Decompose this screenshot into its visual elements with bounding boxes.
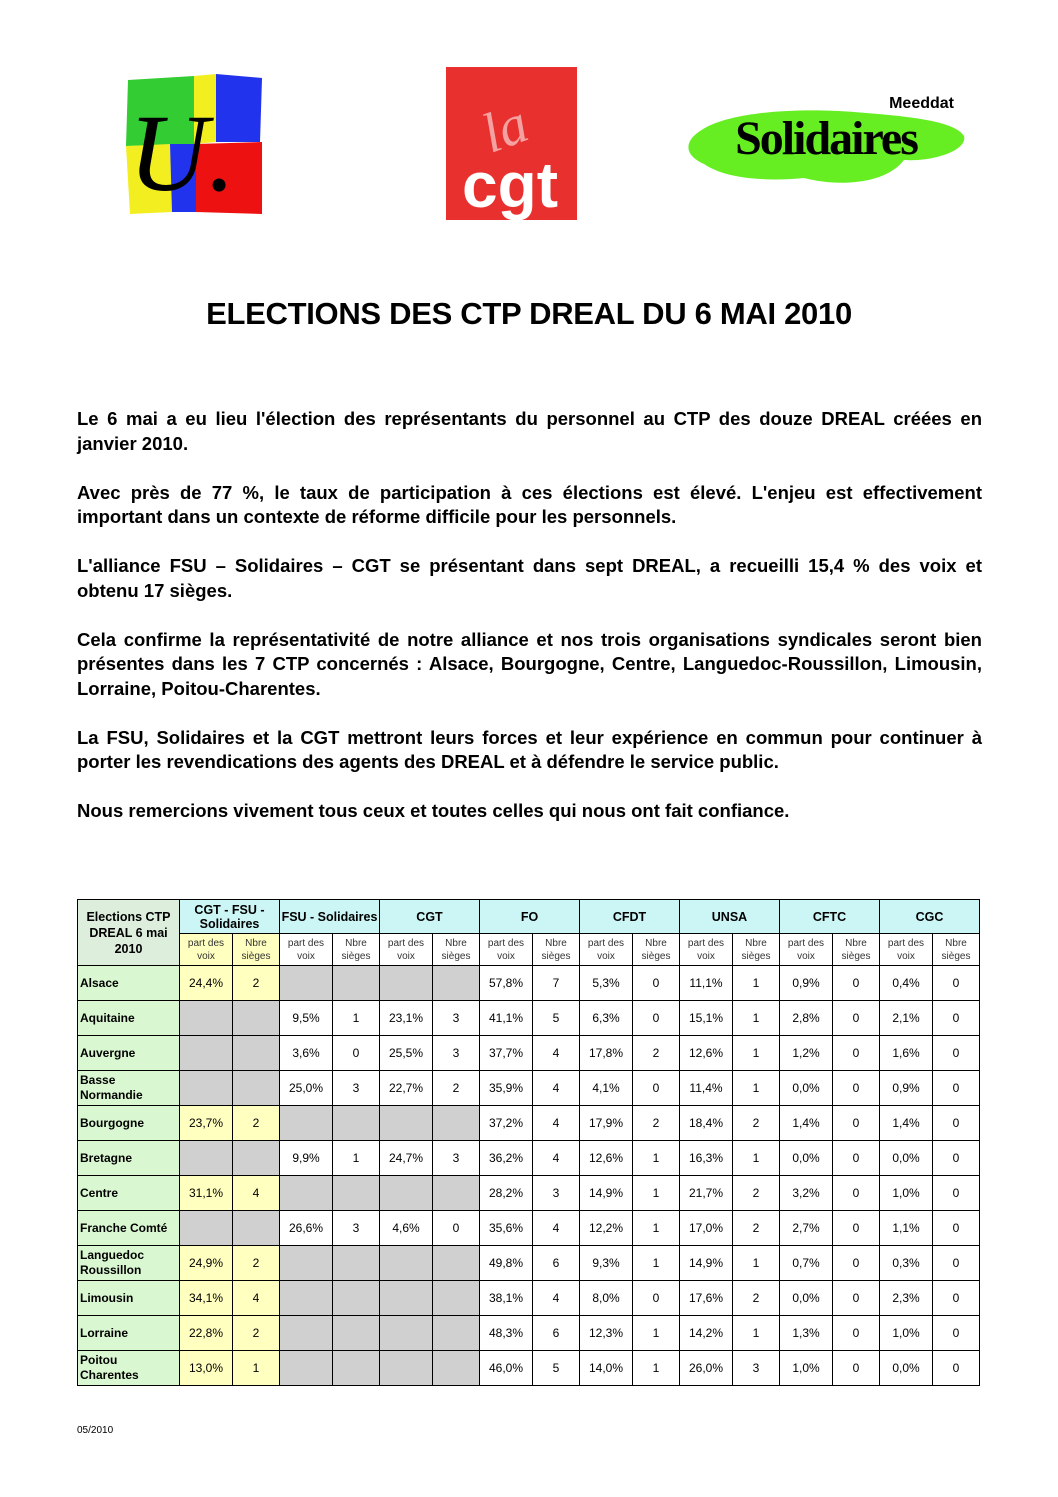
fsu-logo: [124, 72, 264, 217]
cell-sieges: 0: [933, 1106, 980, 1141]
cell-sieges: 0: [933, 1246, 980, 1281]
subheader-voix: part des voix: [480, 934, 533, 966]
cell-voix: 8,0%: [580, 1281, 633, 1316]
subheader-sieges: Nbre sièges: [933, 934, 980, 966]
cell-voix: [180, 1036, 233, 1071]
cell-sieges: 0: [833, 1246, 880, 1281]
cell-voix: [280, 1176, 333, 1211]
cell-voix: 46,0%: [480, 1351, 533, 1386]
cell-voix: 1,2%: [780, 1036, 833, 1071]
cell-sieges: [233, 1071, 280, 1106]
cell-sieges: 6: [533, 1246, 580, 1281]
fsu-logo-letter: U.: [128, 92, 236, 214]
cell-sieges: 1: [333, 1001, 380, 1036]
subheader-voix: part des voix: [680, 934, 733, 966]
cell-sieges: [333, 1351, 380, 1386]
paragraph: Avec près de 77 %, le taux de participation à ces élections est élevé. L'enjeu est effectivement important dans un contexte de réforme difficile pour les personnels.: [77, 481, 982, 527]
cell-sieges: 0: [833, 1351, 880, 1386]
table-row: [78, 1106, 980, 1141]
cell-voix: 57,8%: [480, 966, 533, 1001]
cell-voix: 9,3%: [580, 1246, 633, 1281]
cell-sieges: 3: [333, 1211, 380, 1246]
cell-voix: 1,3%: [780, 1316, 833, 1351]
cell-voix: 24,9%: [180, 1246, 233, 1281]
cell-sieges: 1: [733, 1071, 780, 1106]
cgt-logo-la: la: [473, 92, 537, 166]
subheader-sieges: Nbre sièges: [433, 934, 480, 966]
cell-voix: [280, 966, 333, 1001]
cell-sieges: [233, 1211, 280, 1246]
solidaires-logo-sub: Meeddat: [889, 95, 954, 112]
cell-voix: 25,5%: [380, 1036, 433, 1071]
cell-voix: 12,6%: [680, 1036, 733, 1071]
cell-voix: 14,0%: [580, 1351, 633, 1386]
cell-sieges: 0: [833, 1211, 880, 1246]
cell-sieges: 2: [633, 1106, 680, 1141]
cell-voix: [280, 1246, 333, 1281]
cell-sieges: 1: [633, 1176, 680, 1211]
paragraph: Cela confirme la représentativité de notre alliance et nos trois organisations syndicales seront bien présentes dans les 7 CTP concernés : Alsace, Bourgogne, Centre, Languedoc-Roussillon, Limousin, Lorraine, Poitou-Charentes.: [77, 628, 982, 699]
cell-sieges: 1: [633, 1211, 680, 1246]
cell-voix: [380, 1281, 433, 1316]
table-row: [78, 1211, 980, 1246]
cell-sieges: 5: [533, 1351, 580, 1386]
cell-sieges: 2: [633, 1036, 680, 1071]
cell-voix: 23,7%: [180, 1106, 233, 1141]
paragraph: Le 6 mai a eu lieu l'élection des représentants du personnel au CTP des douze DREAL créées en janvier 2010.: [77, 408, 982, 454]
subheader-voix: part des voix: [580, 934, 633, 966]
cell-voix: 0,0%: [780, 1281, 833, 1316]
row-label: Poitou Charentes: [78, 1351, 180, 1386]
cell-sieges: 3: [433, 1036, 480, 1071]
cell-sieges: 4: [533, 1036, 580, 1071]
cell-voix: 24,7%: [380, 1141, 433, 1176]
cell-voix: [180, 1211, 233, 1246]
cell-sieges: [333, 966, 380, 1001]
cell-sieges: 0: [633, 1281, 680, 1316]
cell-sieges: 0: [933, 1211, 980, 1246]
row-label: Centre: [78, 1176, 180, 1211]
cell-sieges: 2: [733, 1281, 780, 1316]
subheader-voix: part des voix: [180, 934, 233, 966]
cell-sieges: [433, 1281, 480, 1316]
cell-voix: 2,1%: [880, 1001, 933, 1036]
cell-voix: 17,6%: [680, 1281, 733, 1316]
row-label: Auvergne: [78, 1036, 180, 1071]
group-header: FSU - Solidaires: [280, 900, 380, 934]
cell-voix: 1,1%: [880, 1211, 933, 1246]
cell-voix: 0,4%: [880, 966, 933, 1001]
cell-sieges: 0: [633, 1071, 680, 1106]
cell-voix: 13,0%: [180, 1351, 233, 1386]
subheader-sieges: Nbre sièges: [633, 934, 680, 966]
cell-voix: 22,7%: [380, 1071, 433, 1106]
cell-voix: 9,5%: [280, 1001, 333, 1036]
cell-voix: [180, 1071, 233, 1106]
cell-voix: 22,8%: [180, 1316, 233, 1351]
cell-sieges: 3: [333, 1071, 380, 1106]
cell-sieges: 1: [233, 1351, 280, 1386]
cell-voix: 0,3%: [880, 1246, 933, 1281]
cell-voix: 25,0%: [280, 1071, 333, 1106]
group-header: CGT - FSU - Solidaires: [180, 900, 280, 934]
cell-voix: 4,6%: [380, 1211, 433, 1246]
cell-voix: 31,1%: [180, 1176, 233, 1211]
cell-voix: [180, 1001, 233, 1036]
cell-sieges: 0: [933, 1281, 980, 1316]
cell-voix: 0,7%: [780, 1246, 833, 1281]
cell-voix: 15,1%: [680, 1001, 733, 1036]
cell-sieges: 0: [933, 1316, 980, 1351]
cell-voix: 11,4%: [680, 1071, 733, 1106]
table-row: [78, 966, 980, 1001]
cell-voix: [380, 1351, 433, 1386]
cell-voix: 0,0%: [780, 1141, 833, 1176]
logos-header: [0, 0, 1058, 260]
cell-sieges: [433, 966, 480, 1001]
paragraph: La FSU, Solidaires et la CGT mettront leurs forces et leur expérience en commun pour continuer à porter les revendications des agents des DREAL et à défendre le service public.: [77, 726, 982, 772]
cell-sieges: [433, 1106, 480, 1141]
cell-sieges: 2: [233, 1246, 280, 1281]
subheader-sieges: Nbre sièges: [233, 934, 280, 966]
cell-sieges: 0: [833, 1071, 880, 1106]
cell-voix: [280, 1351, 333, 1386]
cell-voix: 14,9%: [680, 1246, 733, 1281]
cell-voix: [380, 1246, 433, 1281]
cell-voix: 38,1%: [480, 1281, 533, 1316]
cell-sieges: 3: [733, 1351, 780, 1386]
cell-voix: 26,6%: [280, 1211, 333, 1246]
cell-sieges: 1: [633, 1351, 680, 1386]
cell-sieges: 1: [733, 1246, 780, 1281]
row-label: Aquitaine: [78, 1001, 180, 1036]
cell-sieges: 0: [933, 1141, 980, 1176]
cell-voix: 26,0%: [680, 1351, 733, 1386]
table-row: [78, 1176, 980, 1211]
cell-voix: 17,0%: [680, 1211, 733, 1246]
subheader-voix: part des voix: [880, 934, 933, 966]
solidaires-logo-word: Solidaires: [735, 112, 917, 165]
cell-sieges: [233, 1001, 280, 1036]
cell-voix: 3,2%: [780, 1176, 833, 1211]
cell-sieges: 1: [633, 1141, 680, 1176]
cell-voix: 23,1%: [380, 1001, 433, 1036]
cell-sieges: 4: [533, 1281, 580, 1316]
cell-sieges: 0: [933, 966, 980, 1001]
cell-sieges: 7: [533, 966, 580, 1001]
table-row: [78, 1316, 980, 1351]
cell-voix: 9,9%: [280, 1141, 333, 1176]
cell-sieges: 0: [933, 1176, 980, 1211]
body-text: [77, 407, 982, 848]
cell-voix: 1,4%: [780, 1106, 833, 1141]
cell-sieges: [433, 1316, 480, 1351]
cell-voix: 49,8%: [480, 1246, 533, 1281]
solidaires-logo: [684, 90, 968, 190]
subheader-sieges: Nbre sièges: [533, 934, 580, 966]
results-table-wrap: [77, 899, 980, 1386]
cell-sieges: 4: [533, 1211, 580, 1246]
cell-sieges: 1: [633, 1316, 680, 1351]
cell-sieges: 0: [433, 1211, 480, 1246]
row-label: Lorraine: [78, 1316, 180, 1351]
cell-sieges: 0: [833, 1316, 880, 1351]
table-row: [78, 1001, 980, 1036]
subheader-sieges: Nbre sièges: [333, 934, 380, 966]
cell-voix: [280, 1106, 333, 1141]
row-label: Bretagne: [78, 1141, 180, 1176]
cell-voix: 1,4%: [880, 1106, 933, 1141]
cell-sieges: 4: [533, 1141, 580, 1176]
cell-sieges: 5: [533, 1001, 580, 1036]
table-body: [78, 966, 980, 1386]
cell-voix: 0,0%: [880, 1351, 933, 1386]
cell-sieges: 2: [733, 1106, 780, 1141]
cell-sieges: 6: [533, 1316, 580, 1351]
cell-voix: 17,8%: [580, 1036, 633, 1071]
cell-voix: 12,2%: [580, 1211, 633, 1246]
cell-voix: 41,1%: [480, 1001, 533, 1036]
cell-voix: 12,3%: [580, 1316, 633, 1351]
cell-voix: 17,9%: [580, 1106, 633, 1141]
cell-sieges: 3: [433, 1141, 480, 1176]
cell-sieges: 0: [833, 1281, 880, 1316]
cell-sieges: 1: [333, 1141, 380, 1176]
cell-voix: 1,0%: [880, 1176, 933, 1211]
cell-sieges: 1: [733, 1001, 780, 1036]
cell-voix: 1,6%: [880, 1036, 933, 1071]
cell-voix: 28,2%: [480, 1176, 533, 1211]
cgt-logo: [446, 67, 577, 220]
cell-voix: [180, 1141, 233, 1176]
cell-sieges: 0: [633, 966, 680, 1001]
row-label: Languedoc Roussillon: [78, 1246, 180, 1281]
cell-voix: 12,6%: [580, 1141, 633, 1176]
cell-sieges: [333, 1281, 380, 1316]
cell-voix: 1,0%: [880, 1316, 933, 1351]
cell-voix: 5,3%: [580, 966, 633, 1001]
cell-voix: [280, 1281, 333, 1316]
subheader-sieges: Nbre sièges: [733, 934, 780, 966]
cell-voix: 4,1%: [580, 1071, 633, 1106]
cell-voix: [380, 1316, 433, 1351]
cell-voix: [280, 1316, 333, 1351]
cell-sieges: [333, 1106, 380, 1141]
subheader-sieges: Nbre sièges: [833, 934, 880, 966]
cell-voix: [380, 1176, 433, 1211]
footer-date: 05/2010: [77, 1425, 114, 1436]
cell-sieges: 1: [733, 1036, 780, 1071]
cell-sieges: 0: [933, 1351, 980, 1386]
subheader-row: [78, 934, 980, 966]
cell-voix: 14,2%: [680, 1316, 733, 1351]
cell-sieges: 3: [433, 1001, 480, 1036]
cell-sieges: 0: [833, 1001, 880, 1036]
cell-sieges: 0: [933, 1036, 980, 1071]
cell-voix: 21,7%: [680, 1176, 733, 1211]
table-corner-header: Elections CTP DREAL 6 mai 2010: [78, 900, 180, 966]
cell-sieges: 0: [833, 1106, 880, 1141]
cell-sieges: [433, 1246, 480, 1281]
cell-sieges: 2: [233, 1106, 280, 1141]
table-row: [78, 1071, 980, 1106]
paragraph: Nous remercions vivement tous ceux et toutes celles qui nous ont fait confiance.: [77, 800, 790, 821]
cell-sieges: 0: [833, 1176, 880, 1211]
paragraph: L'alliance FSU – Solidaires – CGT se présentant dans sept DREAL, a recueilli 15,4 % des voix et obtenu 17 sièges.: [77, 555, 982, 601]
cell-voix: 0,9%: [780, 966, 833, 1001]
group-header: CFTC: [780, 900, 880, 934]
cell-sieges: [333, 1246, 380, 1281]
cell-voix: 35,6%: [480, 1211, 533, 1246]
cell-sieges: 0: [633, 1001, 680, 1036]
cgt-logo-word: cgt: [462, 149, 558, 220]
table-row: [78, 1246, 980, 1281]
cell-sieges: 2: [233, 1316, 280, 1351]
table-row: [78, 1351, 980, 1386]
cell-voix: 0,9%: [880, 1071, 933, 1106]
group-header: UNSA: [680, 900, 780, 934]
row-label: Limousin: [78, 1281, 180, 1316]
subheader-voix: part des voix: [280, 934, 333, 966]
cell-voix: 11,1%: [680, 966, 733, 1001]
cell-sieges: 0: [333, 1036, 380, 1071]
cell-voix: 2,3%: [880, 1281, 933, 1316]
cell-voix: 16,3%: [680, 1141, 733, 1176]
cell-sieges: [233, 1141, 280, 1176]
row-label: Franche Comté: [78, 1211, 180, 1246]
row-label: Bourgogne: [78, 1106, 180, 1141]
subheader-voix: part des voix: [780, 934, 833, 966]
group-header: CFDT: [580, 900, 680, 934]
cell-voix: 48,3%: [480, 1316, 533, 1351]
cell-voix: 37,2%: [480, 1106, 533, 1141]
cell-sieges: 0: [833, 1036, 880, 1071]
cell-sieges: 0: [933, 1071, 980, 1106]
cell-voix: 6,3%: [580, 1001, 633, 1036]
cell-sieges: 4: [233, 1176, 280, 1211]
cell-sieges: 4: [533, 1071, 580, 1106]
cell-voix: 35,9%: [480, 1071, 533, 1106]
cell-sieges: 4: [233, 1281, 280, 1316]
table-row: [78, 1281, 980, 1316]
results-table: [77, 899, 980, 1386]
row-label: Alsace: [78, 966, 180, 1001]
cell-sieges: [433, 1351, 480, 1386]
cell-voix: 36,2%: [480, 1141, 533, 1176]
cell-sieges: 0: [833, 1141, 880, 1176]
cell-sieges: 1: [733, 1316, 780, 1351]
table-row: [78, 1036, 980, 1071]
group-header: FO: [480, 900, 580, 934]
page-title: ELECTIONS DES CTP DREAL DU 6 MAI 2010: [206, 296, 852, 331]
cell-voix: 2,7%: [780, 1211, 833, 1246]
group-header: CGC: [880, 900, 980, 934]
cell-voix: 1,0%: [780, 1351, 833, 1386]
cell-sieges: 1: [733, 966, 780, 1001]
cell-sieges: [333, 1176, 380, 1211]
cell-voix: 24,4%: [180, 966, 233, 1001]
cell-sieges: 2: [433, 1071, 480, 1106]
cell-voix: 34,1%: [180, 1281, 233, 1316]
cell-sieges: 1: [633, 1246, 680, 1281]
cell-voix: 3,6%: [280, 1036, 333, 1071]
cell-sieges: 1: [733, 1141, 780, 1176]
cell-voix: 14,9%: [580, 1176, 633, 1211]
cell-sieges: 0: [933, 1001, 980, 1036]
cell-sieges: 2: [733, 1176, 780, 1211]
cell-sieges: [333, 1316, 380, 1351]
cell-sieges: [433, 1176, 480, 1211]
table-row: [78, 1141, 980, 1176]
cell-voix: 18,4%: [680, 1106, 733, 1141]
cell-voix: 2,8%: [780, 1001, 833, 1036]
row-label: Basse Normandie: [78, 1071, 180, 1106]
cell-voix: [380, 966, 433, 1001]
cell-sieges: 4: [533, 1106, 580, 1141]
cell-sieges: 0: [833, 966, 880, 1001]
cell-voix: 0,0%: [880, 1141, 933, 1176]
cell-sieges: 2: [233, 966, 280, 1001]
cell-voix: [380, 1106, 433, 1141]
cell-sieges: [233, 1036, 280, 1071]
subheader-voix: part des voix: [380, 934, 433, 966]
cell-sieges: 3: [533, 1176, 580, 1211]
group-header: CGT: [380, 900, 480, 934]
cell-voix: 37,7%: [480, 1036, 533, 1071]
cell-voix: 0,0%: [780, 1071, 833, 1106]
cell-sieges: 2: [733, 1211, 780, 1246]
